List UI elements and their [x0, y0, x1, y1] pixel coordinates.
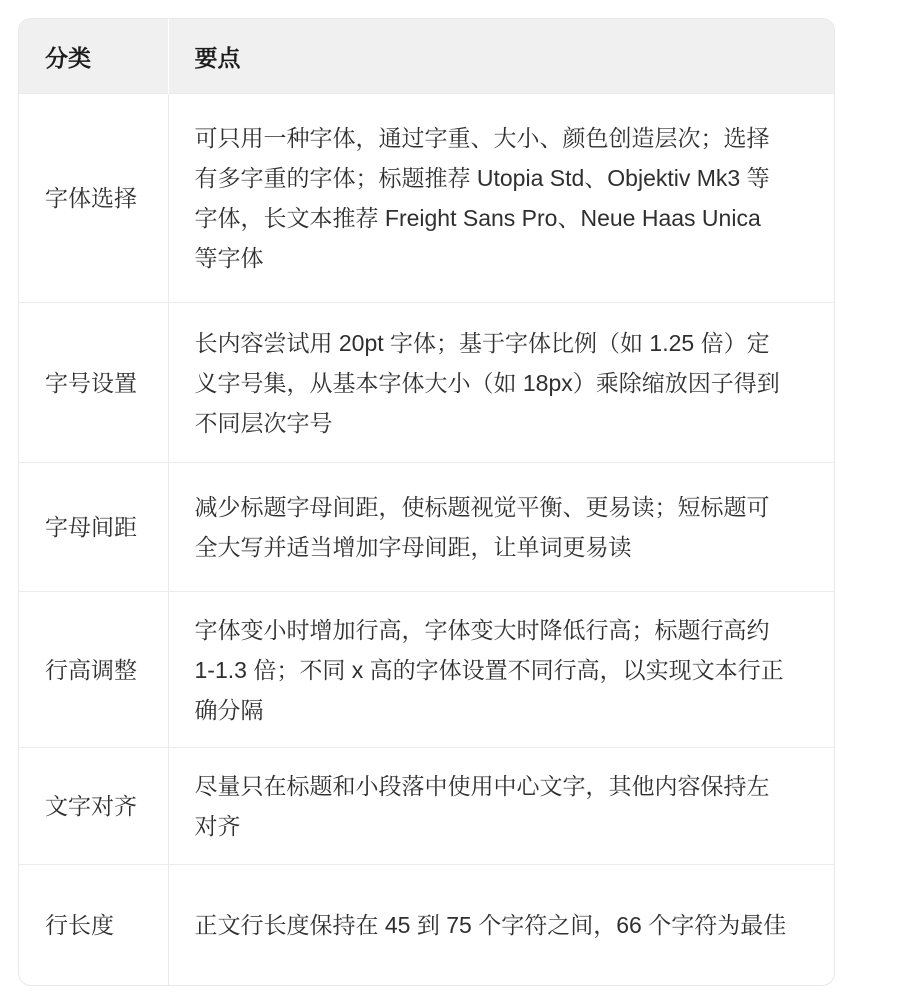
typography-guidelines-table: [18, 18, 835, 986]
category-cell: 字母间距: [19, 463, 168, 592]
table-row: [19, 463, 834, 592]
table-row: [19, 748, 834, 865]
table-row: [19, 94, 834, 303]
table-body: [19, 94, 834, 986]
table-row: [19, 303, 834, 463]
header-row: [19, 19, 834, 94]
header-cell-category: 分类: [19, 19, 168, 94]
category-cell: 文字对齐: [19, 748, 168, 865]
table-row: [19, 592, 834, 748]
points-cell: 正文行长度保持在 45 到 75 个字符之间，66 个字符为最佳: [168, 865, 834, 986]
points-cell: 尽量只在标题和小段落中使用中心文字，其他内容保持左对齐: [168, 748, 834, 865]
category-cell: 字体选择: [19, 94, 168, 303]
points-cell: 减少标题字母间距，使标题视觉平衡、更易读；短标题可全大写并适当增加字母间距，让单词更易读: [168, 463, 834, 592]
points-cell: 字体变小时增加行高，字体变大时降低行高；标题行高约 1-1.3 倍；不同 x 高的字体设置不同行高，以实现文本行正确分隔: [168, 592, 834, 748]
category-cell: 行高调整: [19, 592, 168, 748]
points-cell: 可只用一种字体，通过字重、大小、颜色创造层次；选择有多字重的字体；标题推荐 Utopia Std、Objektiv Mk3 等字体，长文本推荐 Freight Sans Pro、Neue Haas Unica 等字体: [168, 94, 834, 303]
points-cell: 长内容尝试用 20pt 字体；基于字体比例（如 1.25 倍）定义字号集，从基本字体大小（如 18px）乘除缩放因子得到不同层次字号: [168, 303, 834, 463]
category-cell: 字号设置: [19, 303, 168, 463]
header-cell-points: 要点: [168, 19, 834, 94]
guidelines-table: [19, 19, 834, 985]
table-header: [19, 19, 834, 94]
table-row: [19, 865, 834, 986]
category-cell: 行长度: [19, 865, 168, 986]
